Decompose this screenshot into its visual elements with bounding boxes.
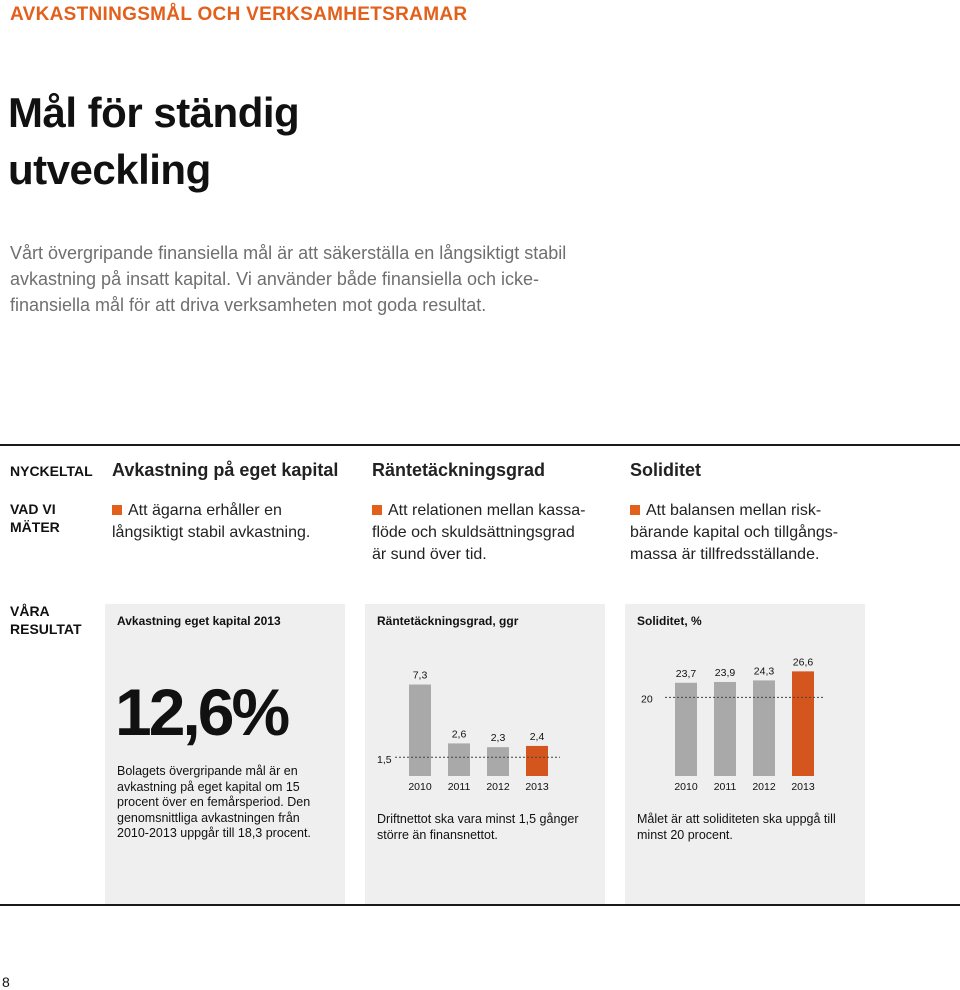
bar-value-label: 23,7 xyxy=(675,667,697,680)
section-title: AVKASTNINGSMÅL OCH VERKSAMHETSRAMAR xyxy=(10,4,468,25)
x-tick-label: 2010 xyxy=(674,781,698,793)
label-vara-resultat xyxy=(10,602,82,638)
bar-value-label: 2,3 xyxy=(490,732,506,745)
column-text-line: är sund över tid. xyxy=(372,546,487,563)
panel-roe-title: Avkastning eget kapital 2013 xyxy=(117,614,281,628)
panel-roe-text-line: procent över en femårsperiod. Den xyxy=(117,795,311,809)
target-label: 1,5 xyxy=(377,754,392,767)
bar-2011 xyxy=(448,743,470,776)
column-heading-interest-coverage: Räntetäckningsgrad xyxy=(372,460,546,480)
panel-interest-text xyxy=(377,812,578,843)
bar-2010 xyxy=(409,685,431,776)
column-text-line: Att relationen mellan kassa- xyxy=(388,502,586,519)
page-number: 8 xyxy=(2,974,10,990)
bar-value-label: 26,6 xyxy=(792,656,814,669)
bar-2012 xyxy=(487,747,509,776)
column-text-interest-coverage xyxy=(372,500,607,566)
panel-interest-title: Räntetäckningsgrad, ggr xyxy=(377,614,519,628)
interest-coverage-chart xyxy=(365,604,605,804)
bar-2011 xyxy=(714,682,736,776)
intro-paragraph: Vårt övergripande finansiella mål är att säkerställa en långsiktigt stabil avkastning på insatt kapital. Vi använder både finansiella och icke-finansiella mål för att driva verksamheten mot goda resultat. xyxy=(10,243,567,315)
bottom-divider xyxy=(0,904,960,906)
column-text-solidity xyxy=(630,500,865,566)
bar-2012 xyxy=(753,680,775,776)
panel-roe-text-line: avkastning på eget kapital om 15 xyxy=(117,779,300,794)
x-tick-label: 2012 xyxy=(486,781,510,793)
solidity-chart xyxy=(625,604,865,804)
bar-value-label: 23,9 xyxy=(714,666,736,679)
roe-value: 12,6% xyxy=(115,675,288,749)
panel-solidity-text-line: minst 20 procent. xyxy=(637,827,733,842)
bar-value-label: 24,3 xyxy=(753,665,775,678)
label-vara-line-1: VÅRA xyxy=(10,603,50,619)
panel-solidity-title: Soliditet, % xyxy=(637,614,702,628)
panel-roe-text-line: 2010-2013 uppgår till 18,3 procent. xyxy=(117,826,311,840)
column-text-line: Att ägarna erhåller en xyxy=(128,502,282,519)
top-divider xyxy=(0,444,960,446)
orange-square-bullet-icon xyxy=(112,505,122,515)
panel-roe-text xyxy=(117,764,311,842)
panel-interest-coverage xyxy=(365,604,605,904)
column-heading-roe: Avkastning på eget kapital xyxy=(112,460,339,480)
panel-roe-text-line: genomsnittliga avkastningen från xyxy=(117,810,300,825)
bar-2013 xyxy=(526,746,548,776)
x-tick-label: 2013 xyxy=(791,781,815,793)
column-text-line: flöde och skuldsättningsgrad xyxy=(372,524,575,541)
label-vad-vi-mater xyxy=(10,500,60,536)
page-title-line-2: utveckling xyxy=(8,146,211,193)
x-tick-label: 2011 xyxy=(713,781,737,793)
label-vad-vi-line-1: VAD VI xyxy=(10,501,56,517)
bar-value-label: 7,3 xyxy=(412,669,428,682)
column-text-line: långsiktigt stabil avkastning. xyxy=(112,524,311,541)
column-text-line: bärande kapital och tillgångs- xyxy=(630,524,839,541)
bar-2013 xyxy=(792,671,814,776)
page-title-line-1: Mål för ständig xyxy=(8,89,300,136)
panel-interest-text-line: större än finansnettot. xyxy=(377,827,498,842)
x-tick-label: 2013 xyxy=(525,781,549,793)
bar-value-label: 2,4 xyxy=(529,730,545,743)
orange-square-bullet-icon xyxy=(372,505,382,515)
x-tick-label: 2011 xyxy=(447,781,471,793)
column-text-roe xyxy=(112,500,347,544)
panel-solidity-text-line: Målet är att soliditeten ska uppgå till xyxy=(637,812,836,826)
page-title xyxy=(8,84,299,198)
panel-roe-text-line: Bolagets övergripande mål är en xyxy=(117,764,298,778)
x-tick-label: 2010 xyxy=(408,781,432,793)
column-text-line: massa är tillfredsställande. xyxy=(630,546,820,563)
column-heading-solidity: Soliditet xyxy=(630,460,701,480)
target-label: 20 xyxy=(641,693,653,706)
label-vad-vi-line-2: MÄTER xyxy=(10,519,60,535)
panel-solidity-text xyxy=(637,812,836,843)
bar-value-label: 2,6 xyxy=(451,728,467,741)
label-vara-line-2: RESULTAT xyxy=(10,621,82,637)
column-text-line: Att balansen mellan risk- xyxy=(646,502,822,519)
bar-2010 xyxy=(675,683,697,776)
panel-roe xyxy=(105,604,345,904)
label-nyckeltal: NYCKELTAL xyxy=(10,463,93,479)
x-tick-label: 2012 xyxy=(752,781,776,793)
panel-solidity xyxy=(625,604,865,904)
panel-interest-text-line: Driftnettot ska vara minst 1,5 gånger xyxy=(377,812,579,826)
orange-square-bullet-icon xyxy=(630,505,640,515)
